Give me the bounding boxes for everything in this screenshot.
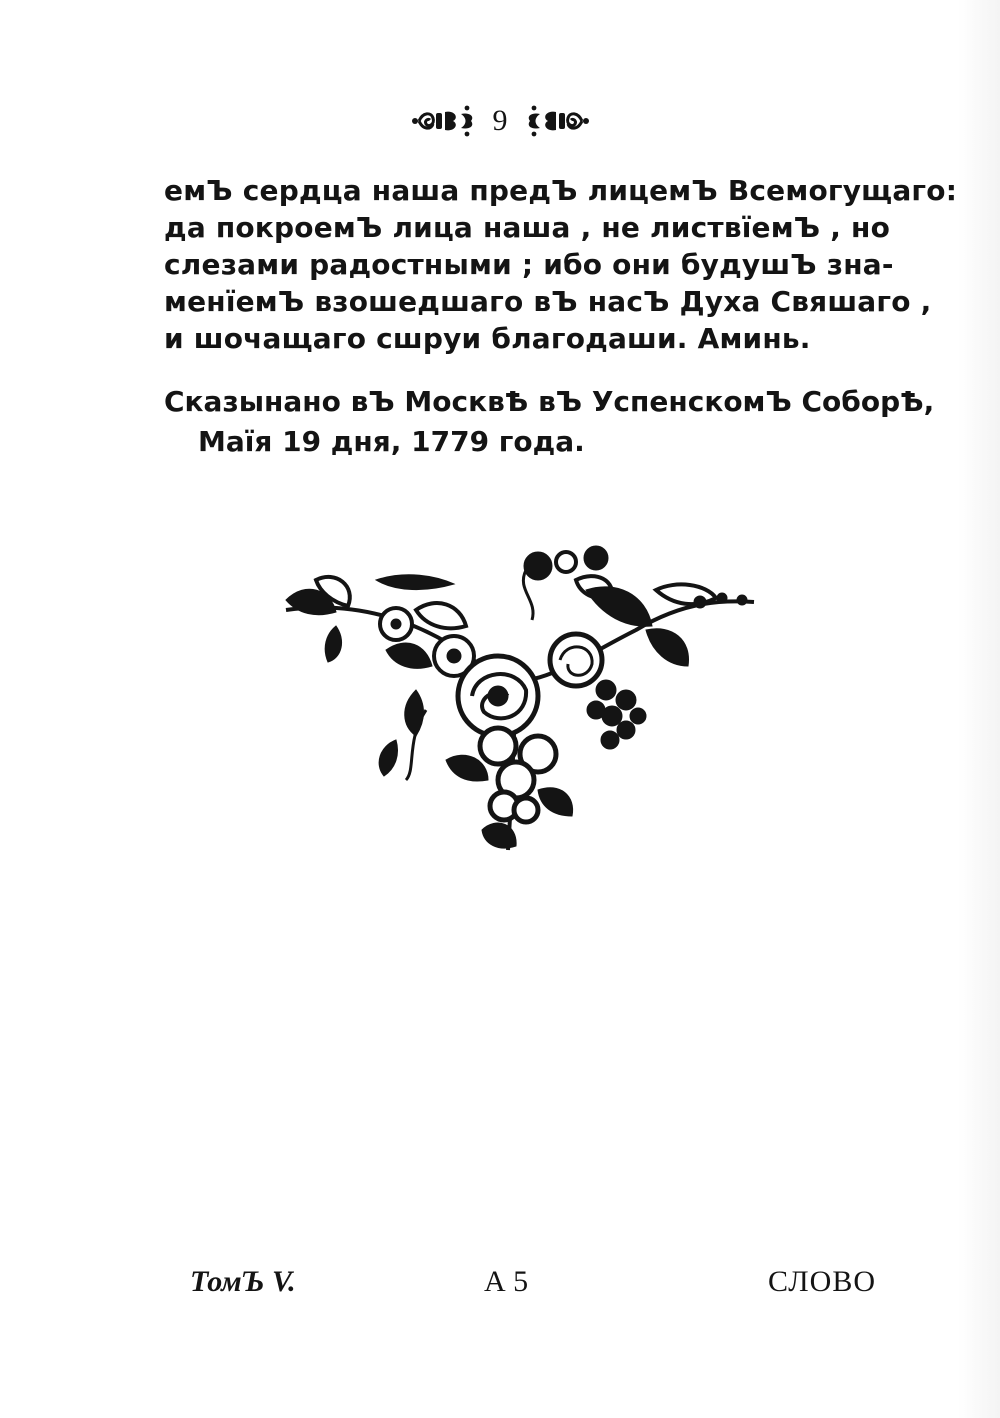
floral-vignette-icon [276, 540, 764, 870]
text-line-4: менїемЪ взошедшаго вЪ насЪ Духа Свяшаго , [164, 285, 932, 318]
sermon-text [164, 172, 958, 357]
colophon-date: Маїя 19 дня, 1779 года. [198, 425, 585, 458]
page-header [0, 104, 1000, 138]
right-flourish-icon [522, 104, 592, 138]
text-line-5: и шочащаго сшруи благодаши. Аминь. [164, 322, 811, 355]
colophon [164, 382, 935, 462]
catchword: СЛОВО [768, 1265, 876, 1298]
text-line-1: емЪ сердца наша предЪ лицемЪ Всемогущаго: [164, 174, 958, 207]
page-footer [190, 1262, 876, 1302]
text-line-3: слезами радостными ; ибо они будушЪ зна- [164, 248, 894, 281]
volume-label: ТомЪ V. [190, 1265, 296, 1298]
left-flourish-icon [409, 104, 479, 138]
page-number: 9 [492, 104, 508, 137]
signature-mark: А 5 [484, 1265, 529, 1298]
page-edge-shadow [958, 0, 1000, 1418]
colophon-place: Сказынано вЪ МосквѢ вЪ УспенскомЪ СоборѢ, [164, 385, 935, 418]
text-line-2: да покроемЪ лица наша , не листвїемЪ , но [164, 211, 891, 244]
